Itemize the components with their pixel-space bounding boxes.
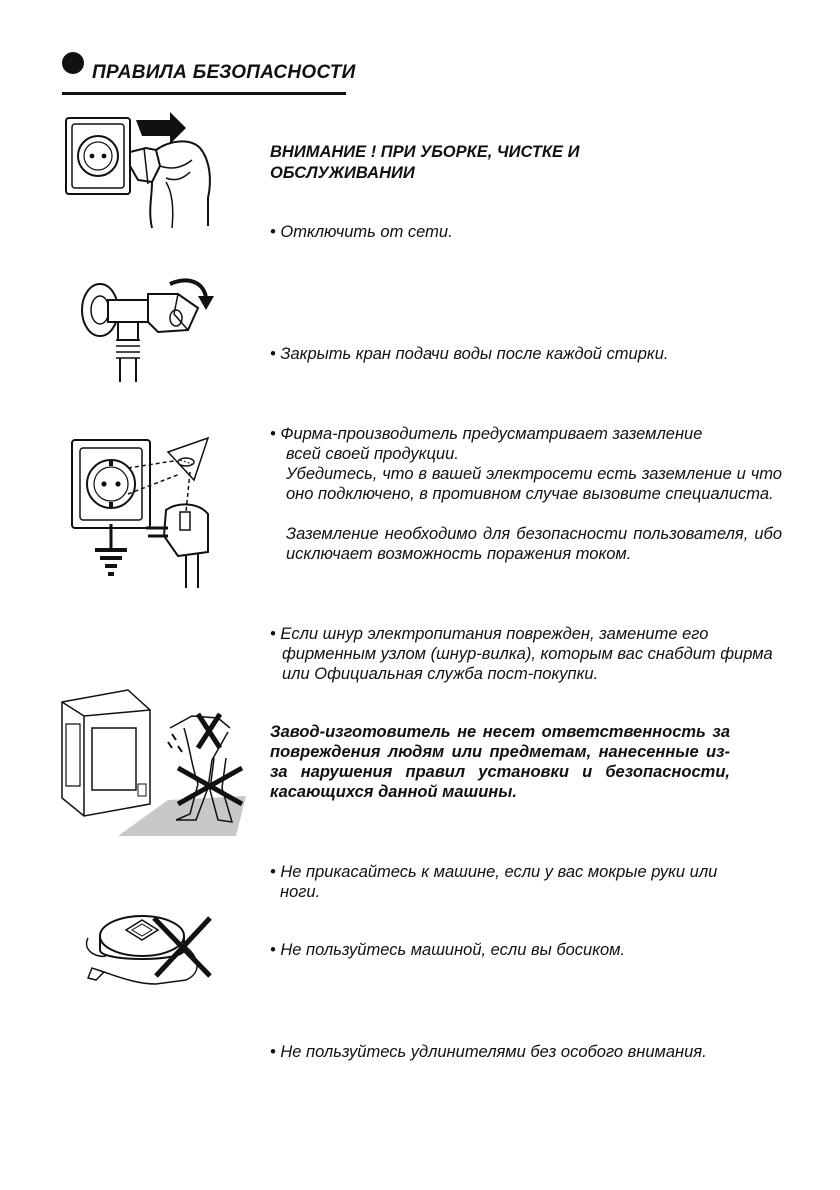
extension-instruction: • Не пользуйтесь удлинителями без особого внимания. bbox=[270, 1043, 707, 1061]
attention-heading: ВНИМАНИЕ ! ПРИ УБОРКЕ, ЧИСТКЕ И ОБСЛУЖИВАНИИ bbox=[270, 143, 580, 182]
cord-line-1: • Если шнур электропитания поврежден, замените его bbox=[270, 625, 709, 643]
wet-hands-line-2: ноги. bbox=[280, 883, 321, 901]
grounding-safety-text: Заземление необходимо для безопасности пользователя, ибо исключает возможность поражения током. bbox=[286, 525, 782, 563]
close-tap-instruction: • Закрыть кран подачи воды после каждой стирки. bbox=[270, 345, 669, 363]
liability-notice: Завод-изготовитель не несет ответственность за повреждения людям или предметам, нанесенные из-за нарушения правил установки и безопасности, касающихся данной машины. bbox=[270, 723, 730, 801]
water-tap-illustration bbox=[78, 270, 218, 385]
washing-machine-warning-illustration bbox=[58, 688, 258, 840]
cord-rest-text: фирменным узлом (шнур-вилка), которым вас снабдит фирма или Официальная служба пост-покупки. bbox=[282, 645, 773, 683]
grounding-check-text: Убедитесь, что в вашей электросети есть заземление и что оно подключено, в противном случае вызовите специалиста. bbox=[286, 465, 782, 503]
title-bullet bbox=[62, 52, 84, 74]
wet-hands-line-1: • Не прикасайтесь к машине, если у вас мокрые руки или bbox=[270, 863, 718, 881]
grounding-line-1: • Фирма-производитель предусматривает заземление bbox=[270, 425, 703, 443]
unplug-instruction: • Отключить от сети. bbox=[270, 223, 453, 241]
unplug-socket-illustration bbox=[60, 108, 240, 233]
extension-reel-illustration bbox=[86, 900, 216, 990]
grounding-line-2: всей своей продукции. bbox=[286, 445, 459, 463]
barefoot-instruction: • Не пользуйтесь машиной, если вы босиком. bbox=[270, 941, 626, 959]
title-underline bbox=[62, 92, 346, 95]
grounded-socket-illustration bbox=[68, 432, 238, 592]
page-title: ПРАВИЛА БЕЗОПАСНОСТИ bbox=[92, 62, 356, 83]
